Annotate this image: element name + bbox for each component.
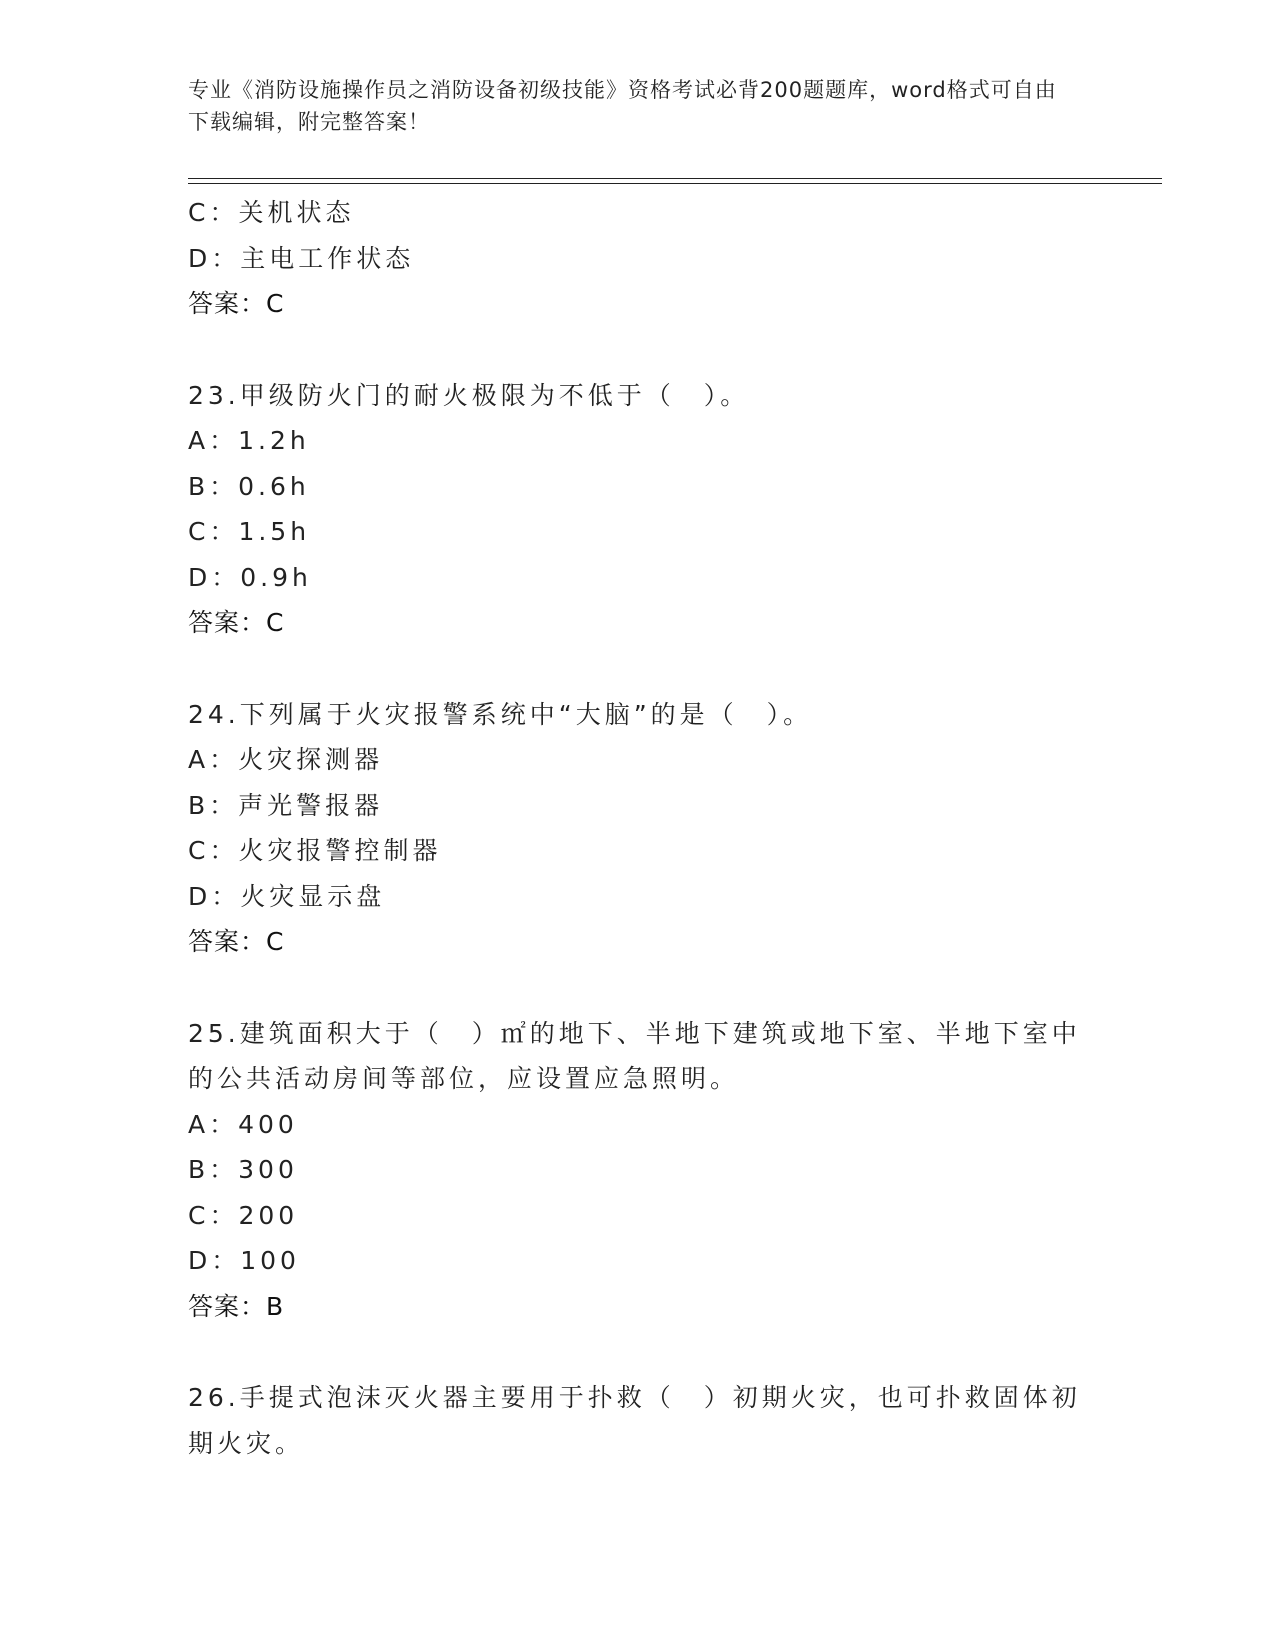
- option-c: C：1.5h: [188, 517, 311, 546]
- option-a: A：1.2h: [188, 426, 310, 455]
- question-stem: 26.手提式泡沫灭火器主要用于扑救（ ）初期火灾，也可扑救固体初: [188, 1383, 1081, 1412]
- answer: 答案：C: [188, 289, 285, 318]
- header-divider-top: [188, 178, 1162, 179]
- header-divider-bottom: [188, 183, 1162, 184]
- question-list: [188, 190, 1088, 1466]
- option-d: D：火灾显示盘: [188, 881, 386, 911]
- answer: 答案：C: [188, 608, 285, 637]
- question-24: [188, 692, 1088, 965]
- question-stem-continued: 期火灾。: [188, 1428, 305, 1458]
- question-22-tail: [188, 190, 1088, 327]
- question-stem: 25.建筑面积大于（ ）㎡的地下、半地下建筑或地下室、半地下室中: [188, 1018, 1081, 1048]
- option-d: D：100: [188, 1246, 300, 1275]
- answer: 答案：B: [188, 1291, 285, 1321]
- question-23: [188, 373, 1088, 646]
- option-a: A：400: [188, 1109, 298, 1139]
- option-d: D：0.9h: [188, 562, 312, 592]
- question-26: [188, 1375, 1088, 1466]
- option-a: A：火灾探测器: [188, 745, 384, 774]
- option-b: B：300: [188, 1155, 298, 1184]
- option-b: B：声光警报器: [188, 790, 384, 820]
- option-c: C：200: [188, 1200, 299, 1230]
- question-stem: 23.甲级防火门的耐火极限为不低于（ ）。: [188, 380, 750, 410]
- option-c: C：关机状态: [188, 198, 355, 227]
- document-header: 专业《消防设施操作员之消防设备初级技能》资格考试必背200题题库，word格式可自由下载编辑，附完整答案！: [188, 78, 1057, 134]
- question-25: [188, 1011, 1088, 1330]
- answer: 答案：C: [188, 927, 285, 956]
- question-stem: 24.下列属于火灾报警系统中“大脑”的是（ ）。: [188, 699, 813, 729]
- question-stem-continued: 的公共活动房间等部位，应设置应急照明。: [188, 1064, 740, 1093]
- option-d: D：主电工作状态: [188, 243, 415, 273]
- option-b: B：0.6h: [188, 471, 310, 501]
- option-c: C：火灾报警控制器: [188, 836, 442, 865]
